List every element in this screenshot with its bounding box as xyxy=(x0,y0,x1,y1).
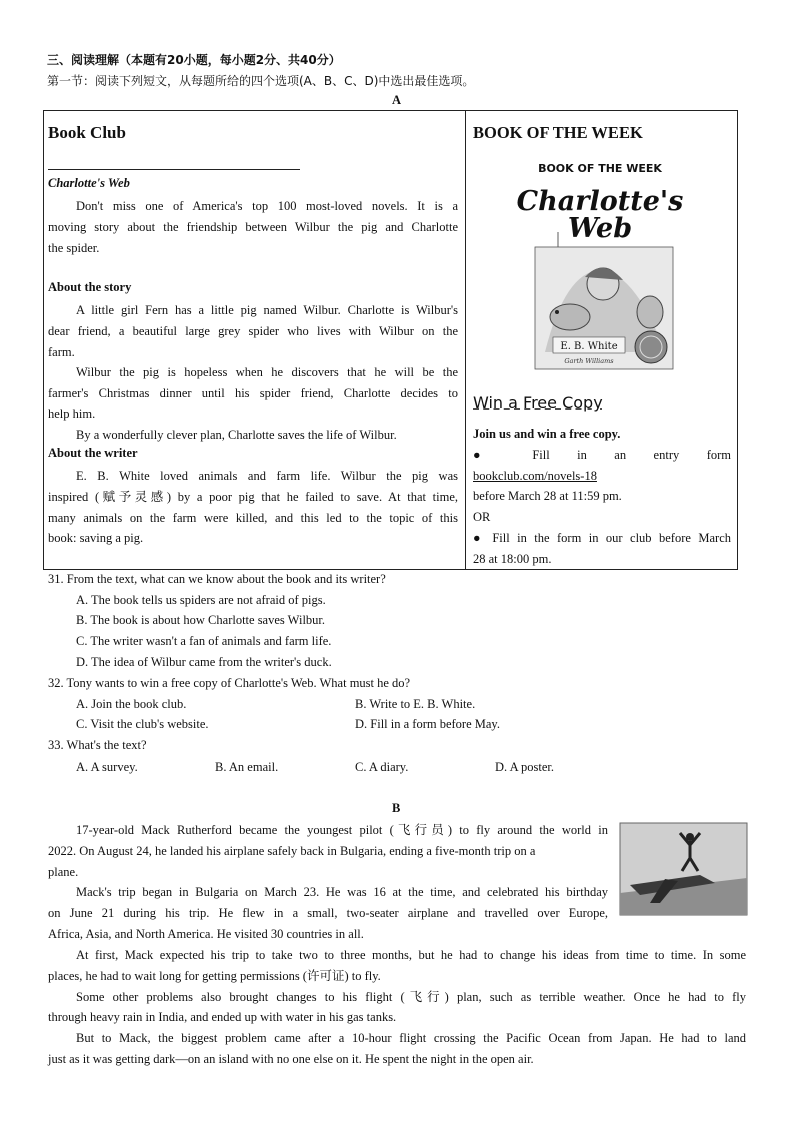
passage-b-body xyxy=(48,945,746,1070)
win-details xyxy=(473,424,731,570)
option-33c[interactable]: C. A diary. xyxy=(355,760,409,774)
option1-line2: before March 28 at 11:59 pm. xyxy=(473,489,622,504)
writer-paragraph xyxy=(48,466,458,549)
text-line: moving story about the friendship between Wilbur the pig and Charlotte xyxy=(48,219,458,234)
text-line: help him. xyxy=(48,406,96,421)
text-line: A little girl Fern has a little pig named Wilbur. Charlotte is Wilbur's xyxy=(76,303,458,317)
cover-title-line2: Web xyxy=(567,213,633,244)
book-of-week-title: BOOK OF THE WEEK xyxy=(473,123,643,142)
text-line: places, he had to wait long for getting permissions (许可证) to fly. xyxy=(48,968,381,983)
pilot-photo xyxy=(620,823,747,915)
text-line: Africa, Asia, and North America. He visited 30 countries in all. xyxy=(48,926,364,941)
text-line: 2022. On August 24, he landed his airplane safely back in Bulgaria, ending a five-month trip on a xyxy=(48,843,536,858)
about-story-heading: About the story xyxy=(48,280,132,294)
text-line: At first, Mack expected his trip to take two to three months, but he had to change his ideas from time to time. In some xyxy=(76,948,746,962)
option1-line1: ● Fill in an entry form xyxy=(473,447,731,462)
cover-author: E. B. White xyxy=(560,341,618,352)
text-line: the spider. xyxy=(48,240,100,255)
text-line: on June 21 during his trip. He flew in a small, two-seater airplane and travelled over Europe, xyxy=(48,906,608,921)
text-line: inspired (赋予灵感) by a poor pig that he failed to save. At that time, xyxy=(48,489,458,504)
question-31: 31. From the text, what can we know about the book and its writer? xyxy=(48,572,386,586)
text-line: 17-year-old Mack Rutherford became the youngest pilot (飞行员) to fly around the world in xyxy=(76,823,608,837)
entry-form-link[interactable]: bookclub.com/novels-18 xyxy=(473,468,597,483)
pilot-photo-illustration xyxy=(620,823,747,915)
option-32c[interactable]: C. Visit the club's website. xyxy=(76,717,209,731)
text-line: book: saving a pig. xyxy=(48,531,144,546)
text-line: plane. xyxy=(48,864,79,879)
text-line: many animals on the farm were killed, and this led to the topic of this xyxy=(48,510,458,525)
section-title: 三、阅读理解（本题有20小题，每小题2分、共40分） xyxy=(47,53,341,67)
option-31b[interactable]: B. The book is about how Charlotte saves Wilbur. xyxy=(76,613,326,627)
text-line: But to Mack, the biggest problem came after a 10-hour flight crossing the Pacific Ocean from Japan. He had to land xyxy=(76,1031,746,1046)
win-free-copy-title: Win a Free Copy xyxy=(473,393,603,412)
option2-line2: 28 at 18:00 pm. xyxy=(473,551,552,566)
cover-title-line1: Charlotte's xyxy=(516,186,684,217)
book-cover-image xyxy=(516,152,684,372)
cover-illustrator: Garth Williams xyxy=(564,357,614,365)
text-line: Wilbur the pig is hopeless when he discovers that he will be the xyxy=(76,365,458,380)
intro-paragraph xyxy=(48,196,458,258)
text-line: By a wonderfully clever plan, Charlotte saves the life of Wilbur. xyxy=(76,427,397,442)
text-line: E. B. White loved animals and farm life. Wilbur the pig was xyxy=(76,469,458,483)
option-33d[interactable]: D. A poster. xyxy=(495,760,555,774)
option-32a[interactable]: A. Join the book club. xyxy=(76,697,187,711)
section-instruction: 第一节：阅读下列短文，从每题所给的四个选项(A、B、C、D)中选出最佳选项。 xyxy=(47,74,475,88)
question-32: 32. Tony wants to win a free copy of Charlotte's Web. What must he do? xyxy=(48,676,411,690)
option2-line1: ● Fill in the form in our club before March xyxy=(473,530,731,545)
option-33a[interactable]: A. A survey. xyxy=(76,760,138,774)
text-line: farm. xyxy=(48,344,75,359)
story-paragraph xyxy=(48,300,458,446)
passage-b-intro xyxy=(48,820,608,945)
book-title: Charlotte's Web xyxy=(48,176,130,190)
question-33: 33. What's the text? xyxy=(48,738,147,752)
passage-a-label: A xyxy=(392,93,402,107)
about-writer-heading: About the writer xyxy=(48,446,138,460)
text-line: farmer's Christmas dinner until his spider friend, Charlotte decides to xyxy=(48,386,458,401)
text-line: through heavy rain in India, and ended up with water in his gas tanks. xyxy=(48,1010,397,1025)
passage-b-label: B xyxy=(392,801,401,815)
text-line: just as it was getting dark—on an island with no one else on it. He spent the night in the open air. xyxy=(48,1051,534,1066)
book-cover-illustration xyxy=(516,152,684,372)
option-32b[interactable]: B. Write to E. B. White. xyxy=(355,697,476,711)
text-line: Don't miss one of America's top 100 most-loved novels. It is a xyxy=(76,199,458,213)
text-line: Some other problems also brought changes to his flight (飞行) plan, such as terrible weather. Once he had to fly xyxy=(76,989,746,1004)
option-31d[interactable]: D. The idea of Wilbur came from the writer's duck. xyxy=(76,655,332,669)
option-33b[interactable]: B. An email. xyxy=(215,760,279,774)
book-club-title: Book Club xyxy=(48,123,126,142)
text-line: dear friend, a beautiful large grey spider who lives with Wilbur on the xyxy=(48,323,458,338)
option-31a[interactable]: A. The book tells us spiders are not afraid of pigs. xyxy=(76,593,326,607)
title-divider xyxy=(48,169,300,170)
join-text: Join us and win a free copy. xyxy=(473,427,621,441)
text-line: Mack's trip began in Bulgaria on March 23. He was 16 at the time, and celebrated his birthday xyxy=(76,885,608,900)
option-31c[interactable]: C. The writer wasn't a fan of animals and farm life. xyxy=(76,634,332,648)
or-text: OR xyxy=(473,510,491,525)
cover-banner: BOOK OF THE WEEK xyxy=(538,162,662,175)
option-32d[interactable]: D. Fill in a form before May. xyxy=(355,717,500,731)
